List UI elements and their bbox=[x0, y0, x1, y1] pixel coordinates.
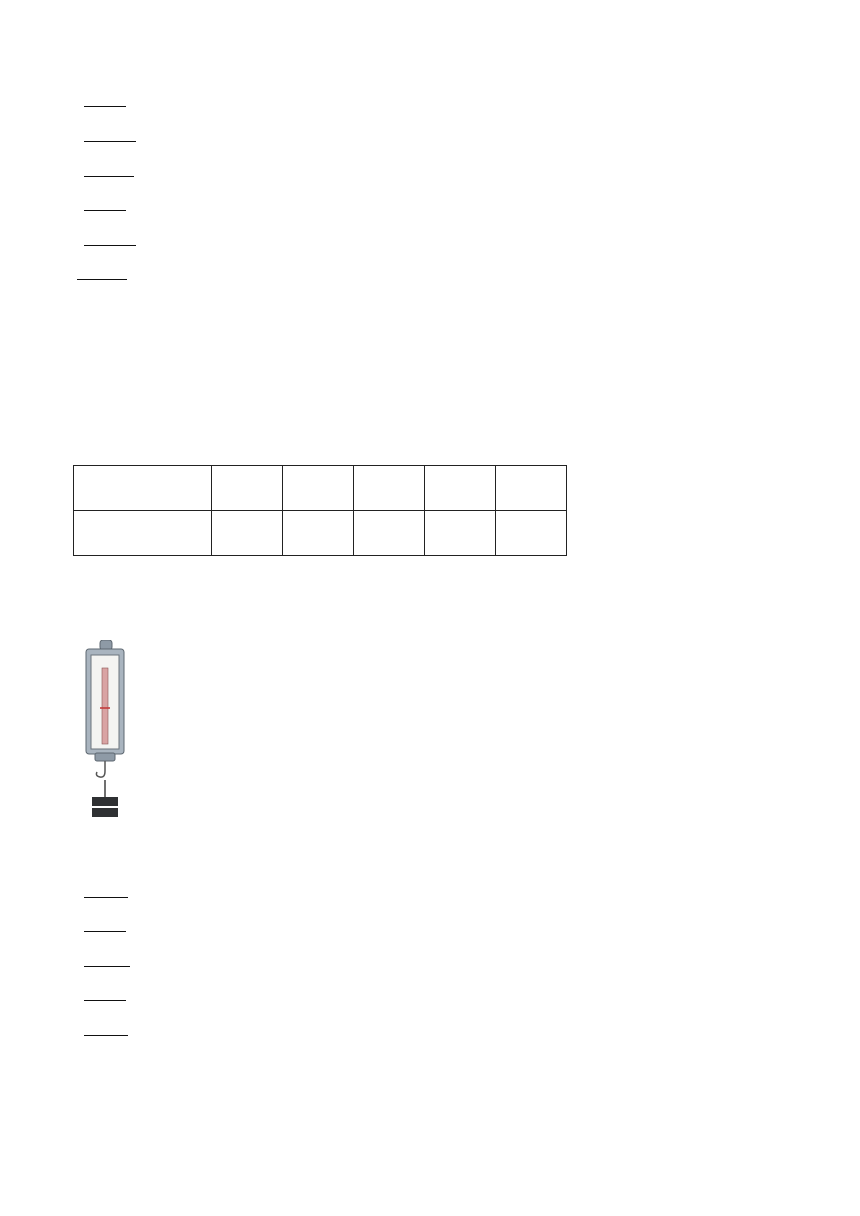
table-cell bbox=[354, 511, 425, 556]
q9-sub4 bbox=[84, 196, 126, 217]
answer-blank[interactable] bbox=[84, 162, 134, 177]
answer-blank[interactable] bbox=[84, 952, 130, 967]
row-label-weight bbox=[74, 511, 212, 556]
scale-bottom-cap bbox=[95, 753, 115, 761]
table-row-mass bbox=[74, 466, 567, 511]
option-b-graph[interactable] bbox=[230, 290, 345, 390]
data-table bbox=[73, 465, 567, 556]
table-cell bbox=[212, 466, 283, 511]
answer-blank[interactable] bbox=[84, 196, 126, 211]
weight-block-top bbox=[92, 797, 118, 806]
grid-graph[interactable] bbox=[160, 630, 410, 842]
q9-sub1 bbox=[84, 92, 126, 117]
q10-sub2 bbox=[84, 917, 126, 938]
q9-sub2 bbox=[84, 127, 136, 148]
answer-blank[interactable] bbox=[77, 265, 127, 280]
table-cell bbox=[496, 511, 567, 556]
table-cell-blank[interactable] bbox=[425, 466, 496, 511]
q9-sub5-cont bbox=[77, 265, 127, 286]
answer-blank[interactable] bbox=[84, 127, 136, 142]
q9-sub5 bbox=[84, 231, 136, 252]
q10-sub5 bbox=[84, 1021, 128, 1042]
answer-blank[interactable] bbox=[84, 986, 126, 1001]
answer-blank[interactable] bbox=[84, 917, 126, 932]
scale-hook bbox=[96, 761, 105, 777]
weight-block-bottom bbox=[92, 808, 118, 817]
option-c-graph[interactable] bbox=[367, 290, 482, 390]
answer-blank[interactable] bbox=[84, 1021, 128, 1036]
scale-spring bbox=[102, 668, 108, 744]
table-cell bbox=[496, 466, 567, 511]
table-cell bbox=[283, 511, 354, 556]
q10-sub3 bbox=[84, 952, 130, 973]
answer-blank[interactable] bbox=[84, 883, 128, 898]
row-label-mass bbox=[74, 466, 212, 511]
table-cell bbox=[283, 466, 354, 511]
option-a-graph[interactable] bbox=[102, 292, 212, 390]
table-cell bbox=[354, 466, 425, 511]
answer-blank[interactable] bbox=[84, 92, 126, 107]
q10-sub4 bbox=[84, 986, 126, 1007]
q10-sub1 bbox=[84, 883, 128, 904]
spring-scale-figure bbox=[80, 640, 130, 830]
answer-blank[interactable] bbox=[84, 231, 136, 246]
table-cell bbox=[212, 511, 283, 556]
q9-sub3 bbox=[84, 162, 134, 183]
table-row-weight bbox=[74, 511, 567, 556]
table-cell bbox=[425, 511, 496, 556]
